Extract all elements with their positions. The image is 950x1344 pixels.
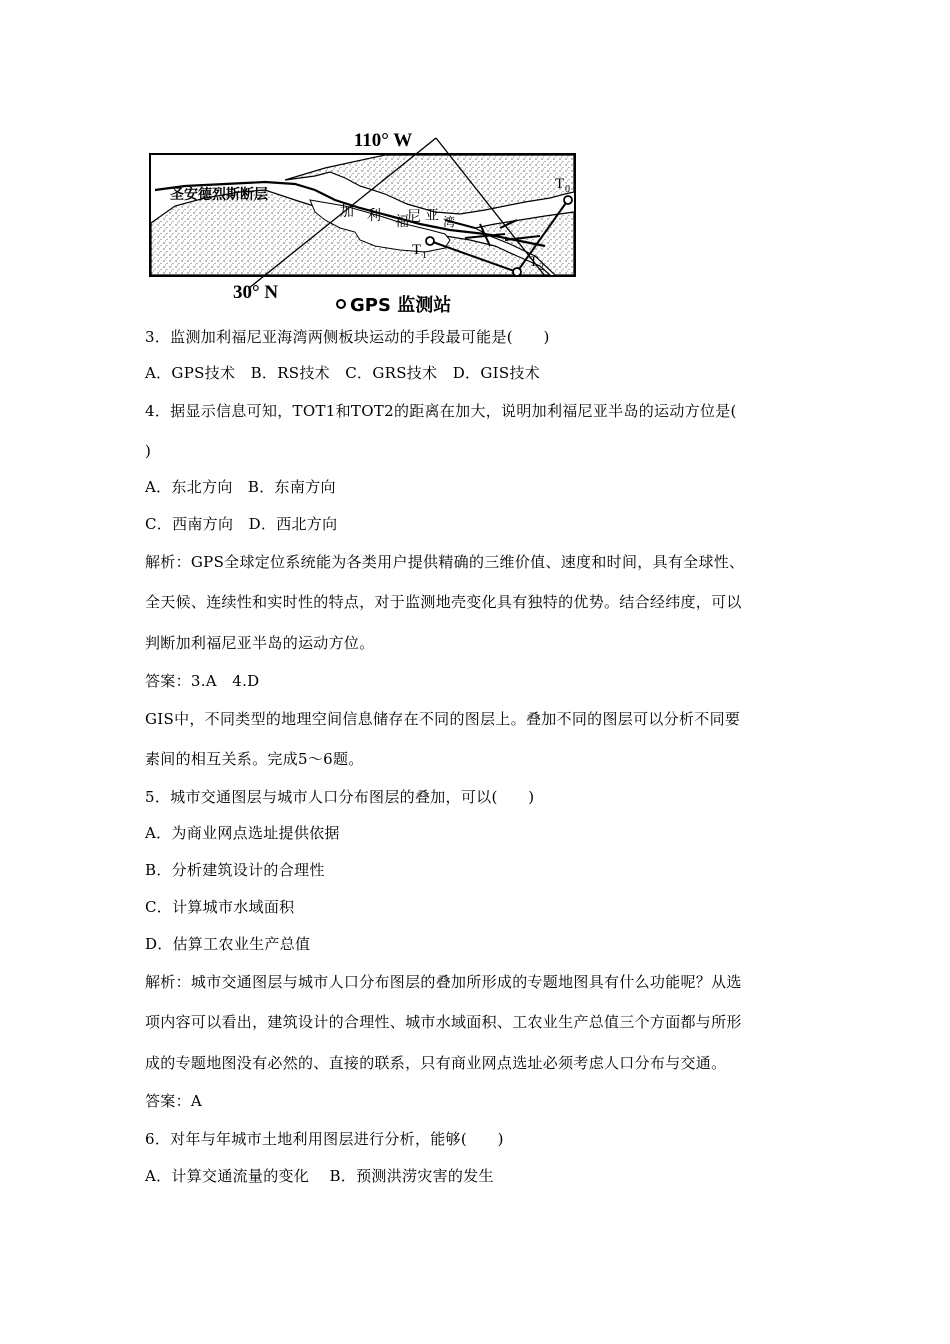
answer-2: 答案：A: [145, 1092, 203, 1110]
analysis-1-line-2: 全天候、连续性和实时性的特点，对于监测地壳变化具有独特的优势。结合经纬度，可以: [145, 593, 742, 611]
analysis-2-line-1: 解析：城市交通图层与城市人口分布图层的叠加所形成的专题地图具有什么功能呢？从选: [145, 973, 742, 991]
legend-station-symbol: [337, 300, 345, 308]
legend-label: GPS 监测站: [350, 295, 452, 316]
t1-label: T: [412, 242, 422, 258]
gps-station-t2: [513, 268, 521, 276]
gps-station-t1: [426, 237, 434, 245]
question-6-options: A．计算交通流量的变化 B．预测洪涝灾害的发生: [145, 1167, 494, 1185]
question-5-option-c: C．计算城市水域面积: [145, 898, 295, 916]
question-5-option-b: B．分析建筑设计的合理性: [145, 861, 325, 879]
question-3: 3．监测加利福尼亚海湾两侧板块运动的手段最可能是( ): [145, 328, 550, 346]
answer-1: 答案：3.A 4.D: [145, 672, 260, 690]
analysis-1-line-3: 判断加利福尼亚半岛的运动方位。: [145, 634, 375, 652]
gulf-label-4: 尼: [407, 209, 421, 225]
question-5-option-a: A．为商业网点选址提供依据: [145, 824, 340, 842]
question-4-line-1: 4．据显示信息可知，TOT1和TOT2的距离在加大，说明加利福尼亚半岛的运动方位是(: [145, 402, 737, 420]
question-6: 6．对年与年城市土地利用图层进行分析，能够( ): [145, 1130, 504, 1148]
gulf-label-2: 利: [367, 208, 381, 224]
analysis-2-line-2: 项内容可以看出，建筑设计的合理性、城市水域面积、工农业生产总值三个方面都与所形: [145, 1013, 742, 1031]
question-5: 5．城市交通图层与城市人口分布图层的叠加，可以( ): [145, 788, 535, 806]
intro-line-2: 素间的相互关系。完成5～6题。: [145, 750, 364, 768]
question-4-options-2: C．西南方向 D．西北方向: [145, 515, 338, 533]
question-5-option-d: D．估算工农业生产总值: [145, 935, 311, 953]
gps-map-figure: [145, 128, 585, 318]
latitude-label: 30° N: [233, 282, 279, 303]
longitude-label: 110° W: [353, 130, 413, 151]
gulf-label-1: 加: [340, 204, 354, 220]
fault-label: 圣安德烈斯断层: [170, 187, 268, 203]
question-3-options: A．GPS技术 B．RS技术 C．GRS技术 D．GIS技术: [145, 364, 541, 382]
map-svg: [145, 128, 585, 318]
gulf-label-6: 湾: [443, 215, 456, 229]
gps-station-t0: [564, 196, 572, 204]
analysis-2-line-3: 成的专题地图没有必然的、直接的联系，只有商业网点选址必须考虑人口分布与交通。: [145, 1054, 727, 1072]
t1-subscript: 1: [422, 250, 427, 261]
analysis-1-line-1: 解析：GPS全球定位系统能为各类用户提供精确的三维价值、速度和时间，具有全球性、: [145, 553, 745, 571]
gulf-label-3: 福: [395, 214, 409, 230]
t2-label: T: [529, 254, 539, 270]
t0-subscript: 0: [565, 184, 570, 195]
gulf-label-5: 亚: [425, 208, 439, 224]
question-4-line-2: ): [145, 442, 152, 460]
t0-label: T: [555, 176, 565, 192]
intro-line-1: GIS中，不同类型的地理空间信息储存在不同的图层上。叠加不同的图层可以分析不同要: [145, 710, 741, 728]
t2-subscript: 2: [539, 262, 544, 273]
question-4-options-1: A．东北方向 B．东南方向: [145, 478, 336, 496]
